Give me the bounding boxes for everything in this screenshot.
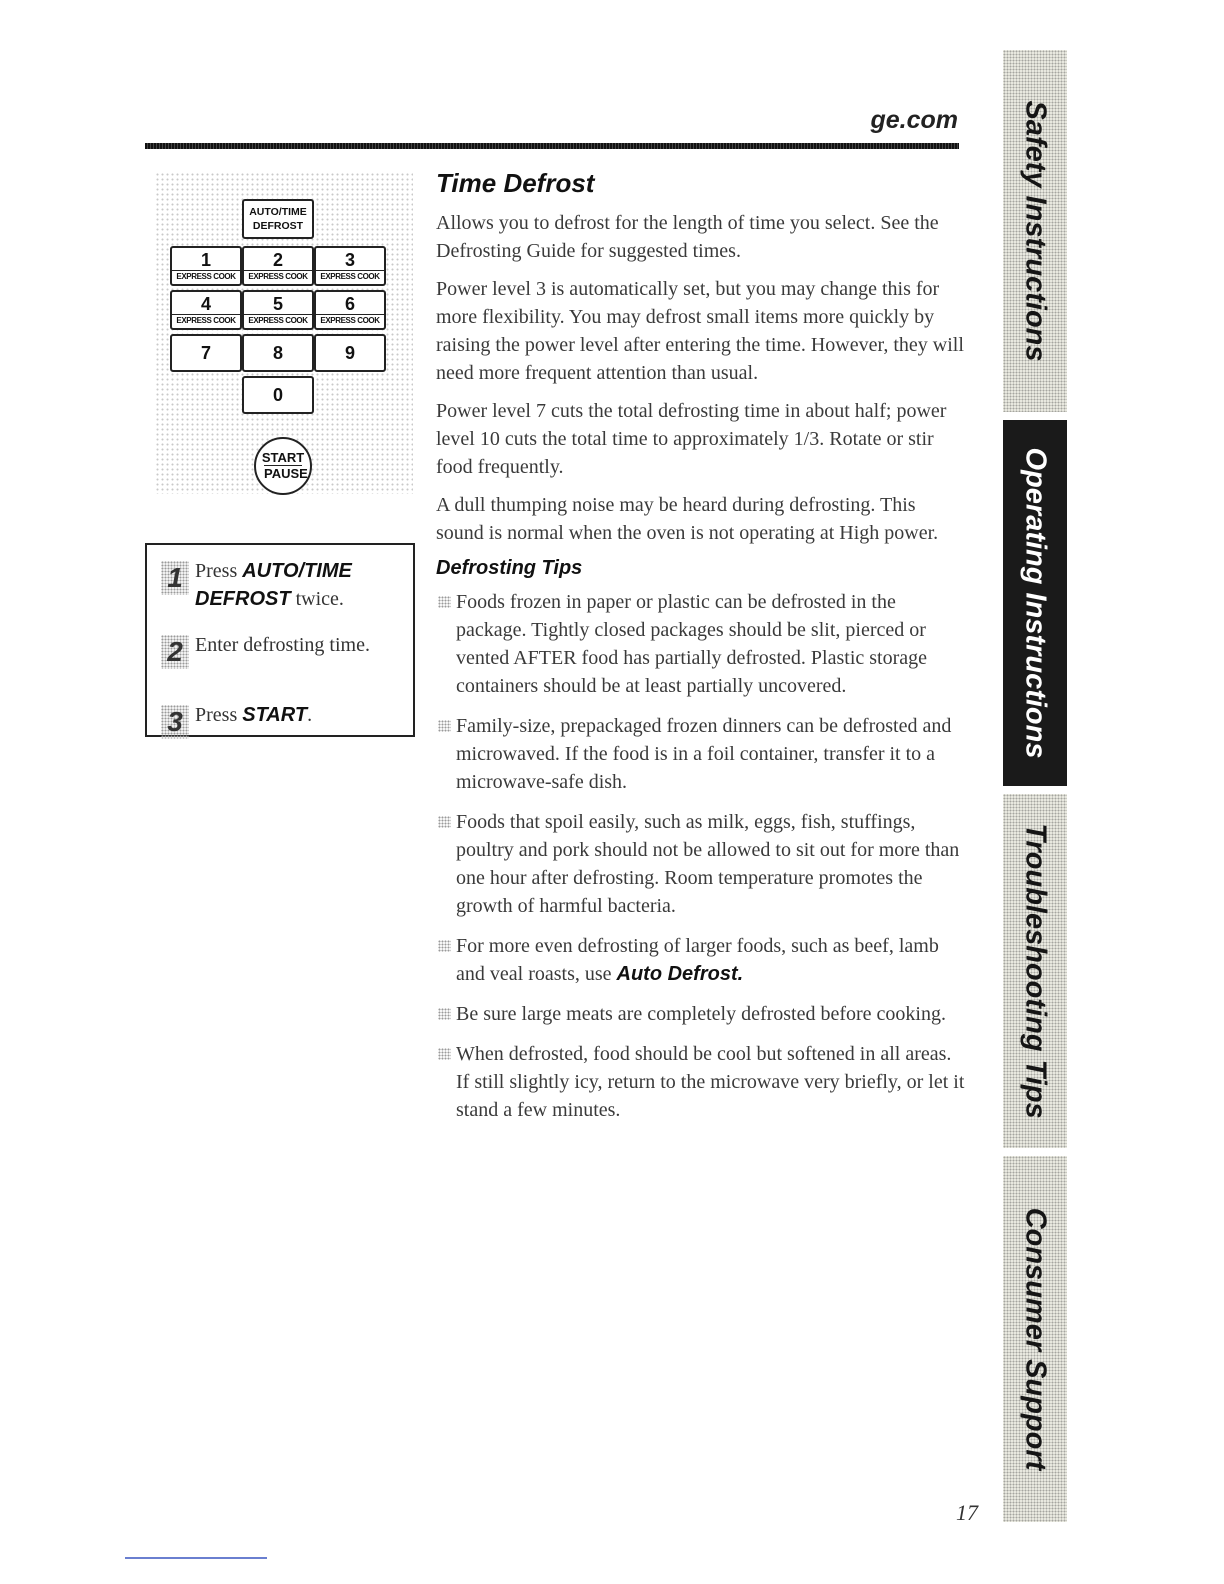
key-6 — [314, 290, 386, 330]
tip-bullet-icon — [438, 720, 451, 732]
step-1 — [161, 557, 411, 613]
key-3-express-cook: EXPRESS COOK — [316, 270, 384, 282]
paragraph-1: Allows you to defrost for the length of time you select. See the Defrosting Guide for suggested times. — [436, 212, 939, 262]
step-1-number: 1 — [161, 561, 189, 595]
key-7 — [170, 334, 242, 372]
tip-item — [436, 1000, 966, 1028]
tip-bullet-icon — [438, 816, 451, 828]
pause-label: PAUSE — [264, 466, 308, 481]
tip-text: Family-size, prepackaged frozen dinners can be defrosted and microwaved. If the food is in a foil container, transfer it to a microwave-safe dish. — [456, 715, 952, 793]
step-3-bold: START — [242, 704, 308, 726]
step-3 — [161, 701, 411, 737]
key-4 — [170, 290, 242, 330]
paragraph-4: A dull thumping noise may be heard during defrosting. This sound is normal when the oven is not operating at High power. — [436, 494, 939, 544]
main-content — [436, 168, 966, 1136]
paragraph-2: Power level 3 is automatically set, but you may change this for more flexibility. You may defrost small items more quickly by raising the power level after entering the time. However, they will need more frequent attention than usual. — [436, 278, 964, 384]
step-1-prefix: Press — [195, 560, 243, 582]
auto-time-defrost-key — [242, 199, 314, 239]
key-5 — [242, 290, 314, 330]
paragraph-3: Power level 7 cuts the total defrosting time in about half; power level 10 cuts the total time to approximately 1/3. Rotate or stir food frequently. — [436, 400, 947, 478]
step-2 — [161, 631, 411, 667]
tip-item — [436, 932, 966, 988]
tab-safety-instructions[interactable] — [1003, 50, 1067, 412]
tip-text: When defrosted, food should be cool but softened in all areas. If still slightly icy, return to the microwave very briefly, or let it stand a few minutes. — [456, 1043, 965, 1121]
tab-troubleshooting-tips[interactable] — [1003, 794, 1067, 1148]
start-label: START — [261, 450, 305, 465]
tip-text: Be sure large meats are completely defrosted before cooking. — [456, 1003, 946, 1025]
start-pause-key — [254, 437, 312, 495]
page-number: 17 — [956, 1500, 978, 1525]
key-1-number: 1 — [200, 250, 211, 270]
tab-operating-instructions[interactable] — [1003, 420, 1067, 786]
key-6-number: 6 — [344, 294, 355, 314]
tip-bold: Auto Defrost. — [616, 963, 744, 985]
key-0-number: 0 — [272, 385, 283, 405]
tip-bullet-icon — [438, 1008, 451, 1020]
keypad-illustration — [155, 172, 413, 494]
key-9 — [314, 334, 386, 372]
tip-item — [436, 1040, 966, 1124]
key-3 — [314, 246, 386, 286]
header-rule — [145, 143, 959, 149]
tip-item — [436, 712, 966, 796]
step-3-text — [161, 701, 411, 729]
key-1 — [170, 246, 242, 286]
step-1-suffix: twice. — [290, 588, 344, 610]
step-1-text — [161, 557, 411, 613]
key-4-express-cook: EXPRESS COOK — [172, 314, 240, 326]
tab-operating-label: Operating Instructions — [1019, 447, 1052, 759]
tips-title: Defrosting Tips — [436, 557, 583, 579]
tip-bullet-icon — [438, 596, 451, 608]
key-2 — [242, 246, 314, 286]
tip-bullet-icon — [438, 940, 451, 952]
tab-consumer-support[interactable] — [1003, 1156, 1067, 1522]
tip-item — [436, 808, 966, 920]
auto-time-defrost-line-2: DEFROST — [252, 220, 304, 232]
tip-item — [436, 588, 966, 700]
key-3-number: 3 — [344, 250, 355, 270]
step-3-number: 3 — [161, 705, 189, 739]
tip-text: Foods that spoil easily, such as milk, eggs, fish, stuffings, poultry and pork should not be allowed to sit out for more than one hour after defrosting. Room temperature promotes the growth of harmful bacteria. — [456, 811, 960, 917]
step-3-prefix: Press — [195, 704, 243, 726]
site-url: ge.com — [870, 106, 958, 134]
section-tabs — [1003, 50, 1067, 1522]
key-2-number: 2 — [272, 250, 283, 270]
key-8-number: 8 — [272, 343, 283, 363]
bottom-rule — [125, 1557, 267, 1559]
auto-time-defrost-line-1: AUTO/TIME — [249, 206, 307, 218]
key-4-number: 4 — [200, 294, 211, 314]
key-5-number: 5 — [272, 294, 283, 314]
tab-troubleshooting-label: Troubleshooting Tips — [1019, 823, 1052, 1119]
key-0 — [242, 376, 314, 414]
step-3-suffix: . — [307, 704, 313, 726]
key-9-number: 9 — [344, 343, 355, 363]
tab-consumer-label: Consumer Support — [1019, 1207, 1052, 1471]
key-1-express-cook: EXPRESS COOK — [172, 270, 240, 282]
key-7-number: 7 — [200, 343, 211, 363]
section-title: Time Defrost — [436, 168, 595, 198]
key-6-express-cook: EXPRESS COOK — [316, 314, 384, 326]
key-8 — [242, 334, 314, 372]
tip-text: Foods frozen in paper or plastic can be defrosted in the package. Tightly closed packages should be slit, pierced or vented AFTER food has partially defrosted. Plastic storage containers should be at least partially uncovered. — [456, 591, 928, 697]
tab-safety-label: Safety Instructions — [1019, 100, 1052, 362]
step-1-bold: AUTO/TIME DEFROST — [195, 560, 352, 610]
step-2-number: 2 — [161, 635, 189, 669]
key-2-express-cook: EXPRESS COOK — [244, 270, 312, 282]
tip-text: For more even defrosting of larger foods, such as beef, lamb and veal roasts, use — [456, 935, 939, 985]
step-2-text: Enter defrosting time. — [195, 634, 370, 656]
tip-bullet-icon — [438, 1048, 451, 1060]
key-5-express-cook: EXPRESS COOK — [244, 314, 312, 326]
steps-box — [145, 543, 415, 737]
